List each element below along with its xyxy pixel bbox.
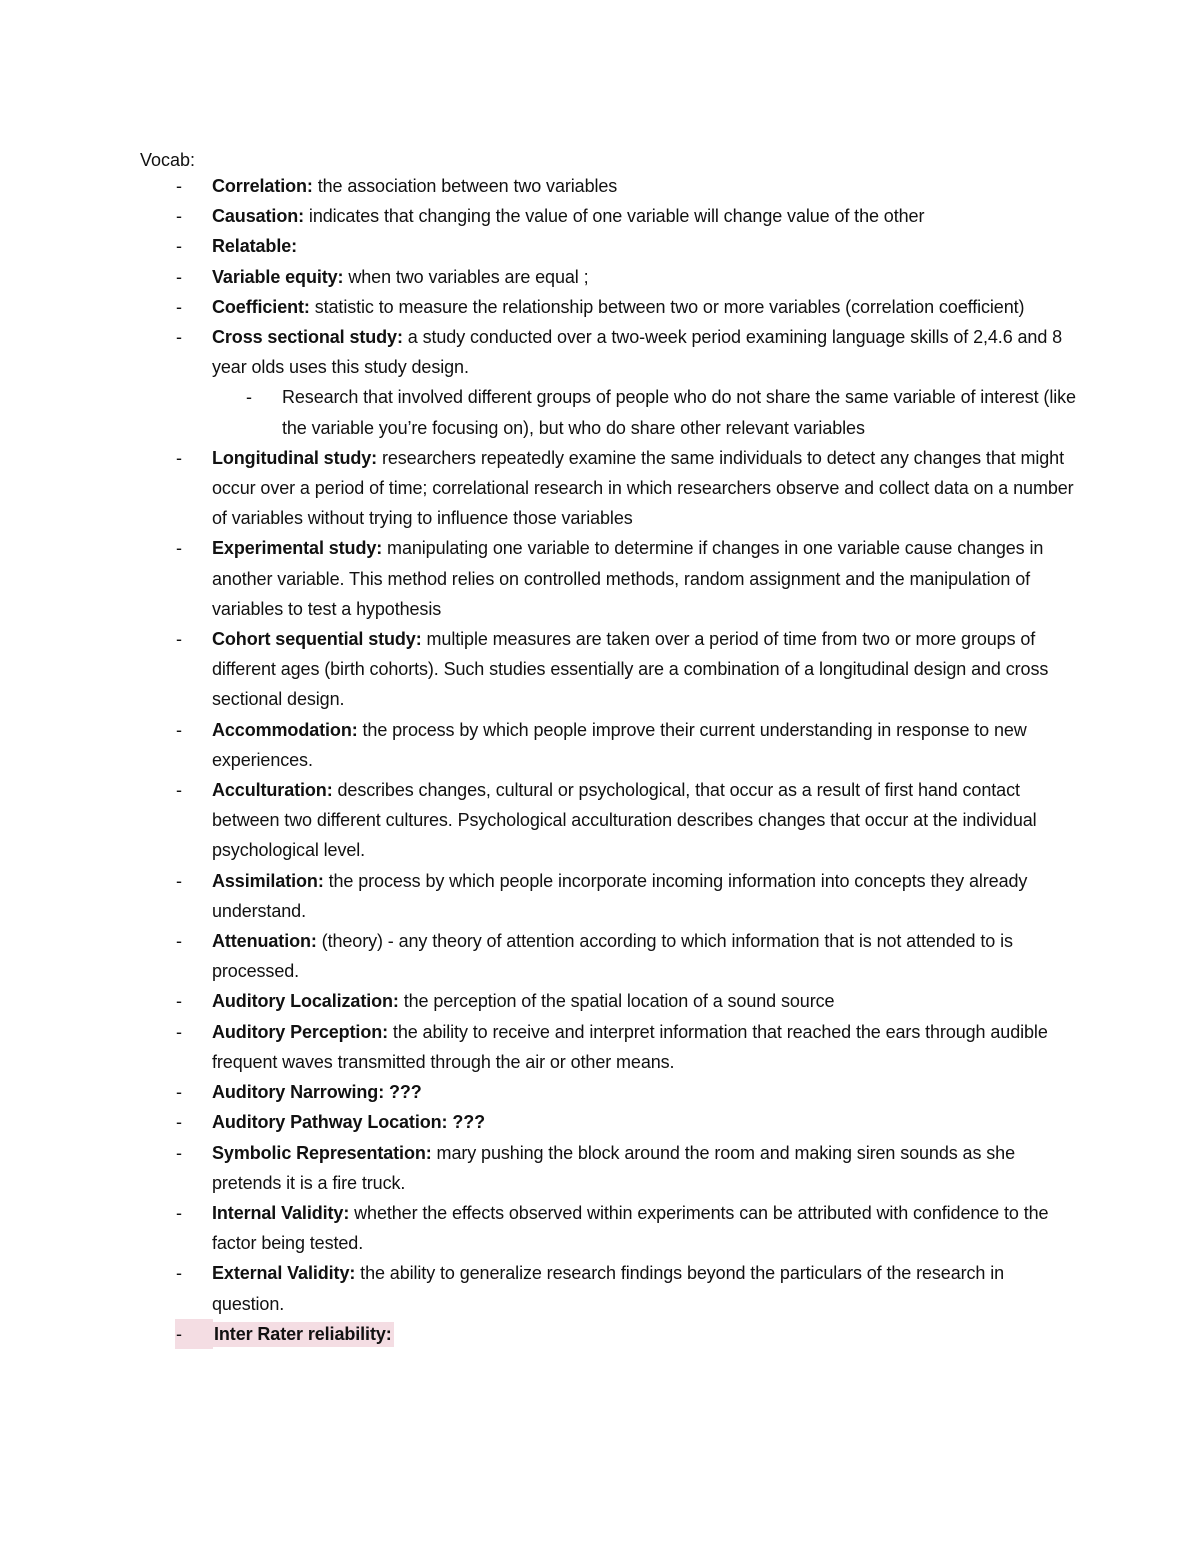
vocab-term: Symbolic Representation: bbox=[212, 1142, 432, 1163]
highlighted-term bbox=[212, 1322, 394, 1347]
vocab-definition: mary pushing the block around the room and making siren sounds as she pretends it is a fire truck. bbox=[212, 1142, 1015, 1193]
vocab-definition: the ability to generalize research findings beyond the particulars of the research in question. bbox=[212, 1263, 1005, 1314]
document-heading: Vocab: bbox=[140, 150, 196, 170]
vocab-item-external-validity bbox=[0, 1258, 1074, 1318]
vocab-sub-definition: Research that involved different groups of people who do not share the same variable of interest (like the variable you’re focusing on), but who do share other relevant variables bbox=[282, 387, 1076, 438]
vocab-definition: the ability to receive and interpret information that reached the ears through audible frequent waves transmitted through the air or other means. bbox=[212, 1021, 1048, 1072]
vocab-definition: a study conducted over a two-week period examining language skills of 2,4.6 and 8 year olds uses this study design. bbox=[212, 327, 1063, 378]
vocab-item-inter-rater-reliability bbox=[0, 1319, 1074, 1349]
vocab-item-accommodation bbox=[0, 715, 1074, 775]
list-dash: - bbox=[176, 629, 182, 650]
vocab-definition: the process by which people incorporate incoming information into concepts they already understand. bbox=[212, 870, 1028, 921]
vocab-list bbox=[0, 171, 1200, 1349]
vocab-term: Cohort sequential study: bbox=[212, 629, 422, 650]
list-dash: - bbox=[176, 327, 182, 348]
list-dash: - bbox=[176, 296, 182, 317]
vocab-item-internal-validity bbox=[0, 1198, 1074, 1258]
vocab-term: Coefficient: bbox=[212, 296, 310, 317]
vocab-item-symbolic-representation bbox=[0, 1138, 1074, 1198]
vocab-item-variable-equity bbox=[0, 262, 1074, 292]
vocab-item-relatable bbox=[0, 231, 1074, 261]
vocab-item-auditory-pathway-location bbox=[0, 1107, 1074, 1137]
list-dash: - bbox=[176, 1142, 182, 1163]
vocab-term: Correlation: bbox=[212, 176, 313, 196]
vocab-sub-item-cross-sectional bbox=[0, 382, 1082, 442]
vocab-definition: when two variables are equal ; bbox=[343, 266, 589, 287]
vocab-term: Cross sectional study: bbox=[212, 327, 403, 348]
vocab-term: Longitudinal study: bbox=[212, 447, 378, 468]
list-dash: - bbox=[176, 1082, 182, 1103]
vocab-definition: multiple measures are taken over a period of time from two or more groups of different ages (birth cohorts). Such studies essentially are a combination of a longitudinal design and cross sectional design. bbox=[212, 629, 1049, 710]
vocab-term: External Validity: bbox=[212, 1263, 356, 1284]
vocab-item-coefficient bbox=[0, 292, 1074, 322]
list-dash: - bbox=[246, 387, 252, 408]
vocab-definition: researchers repeatedly examine the same individuals to detect any changes that might occur over a period of time; correlational research in which researchers observe and collect data on a number of variables without trying to influence those variables bbox=[212, 447, 1074, 529]
vocab-item-auditory-localization bbox=[0, 986, 1074, 1016]
vocab-definition: describes changes, cultural or psychological, that occur as a result of first hand contact between two different cultures. Psychological acculturation describes changes that occur at the individual psychological level. bbox=[212, 780, 1037, 861]
list-dash: - bbox=[176, 266, 182, 287]
vocab-definition: statistic to measure the relationship between two or more variables (correlation coefficient) bbox=[309, 296, 1025, 317]
vocab-term: Accommodation: bbox=[212, 719, 358, 740]
list-dash: - bbox=[176, 1112, 182, 1133]
list-dash: - bbox=[176, 780, 182, 801]
vocab-term: Auditory Localization: bbox=[212, 991, 399, 1012]
vocab-term: Variable equity: bbox=[212, 266, 344, 287]
vocab-item-cross-sectional-study bbox=[0, 322, 1074, 382]
vocab-term: Experimental study: bbox=[212, 538, 383, 559]
vocab-item-auditory-narrowing bbox=[0, 1077, 1074, 1107]
vocab-term: Internal Validity: bbox=[212, 1202, 350, 1223]
list-dash: - bbox=[176, 931, 182, 952]
list-dash: - bbox=[176, 236, 182, 257]
vocab-item-cohort-sequential-study bbox=[0, 624, 1074, 715]
list-dash: - bbox=[176, 206, 182, 227]
vocab-definition: whether the effects observed within experiments can be attributed with confidence to the factor being tested. bbox=[212, 1202, 1049, 1254]
vocab-definition: the perception of the spatial location of a sound source bbox=[398, 991, 835, 1012]
vocab-term: Acculturation: bbox=[212, 780, 333, 801]
list-dash: - bbox=[176, 991, 182, 1012]
vocab-term: Relatable: bbox=[212, 236, 298, 257]
vocab-term: Causation: bbox=[212, 206, 305, 227]
list-dash-highlighted: - bbox=[175, 1319, 213, 1349]
list-dash: - bbox=[176, 1202, 182, 1223]
vocab-definition: indicates that changing the value of one variable will change value of the other bbox=[304, 206, 925, 227]
vocab-item-assimilation bbox=[0, 866, 1074, 926]
vocab-item-experimental-study bbox=[0, 533, 1074, 624]
vocab-definition: manipulating one variable to determine if changes in one variable cause changes in another variable. This method relies on controlled methods, random assignment and the manipulation of variables to test a hypothesis bbox=[212, 538, 1044, 619]
vocab-item-attenuation bbox=[0, 926, 1074, 986]
vocab-item-causation bbox=[0, 201, 1074, 231]
list-dash: - bbox=[176, 870, 182, 891]
vocab-definition: the process by which people improve their current understanding in response to new experiences. bbox=[212, 719, 1027, 770]
vocab-term: Attenuation: bbox=[212, 931, 317, 952]
vocab-definition: the association between two variables bbox=[312, 176, 618, 196]
list-dash: - bbox=[176, 1263, 182, 1284]
vocab-item-longitudinal-study bbox=[0, 443, 1074, 534]
vocab-term: Assimilation: bbox=[212, 870, 324, 891]
vocab-term: Inter Rater reliability: bbox=[214, 1323, 392, 1344]
vocab-item-auditory-perception bbox=[0, 1017, 1074, 1077]
vocab-term: Auditory Perception: bbox=[212, 1021, 389, 1042]
list-dash: - bbox=[176, 719, 182, 740]
list-dash: - bbox=[176, 538, 182, 559]
vocab-term: Auditory Pathway Location: ??? bbox=[212, 1112, 486, 1133]
list-dash: - bbox=[176, 1021, 182, 1042]
vocab-item-correlation bbox=[0, 171, 1074, 201]
vocab-term: Auditory Narrowing: ??? bbox=[212, 1082, 422, 1103]
vocab-item-acculturation bbox=[0, 775, 1074, 866]
list-dash: - bbox=[176, 447, 182, 468]
list-dash: - bbox=[176, 176, 182, 196]
vocab-definition: (theory) - any theory of attention according to which information that is not attended to is processed. bbox=[212, 931, 1013, 982]
